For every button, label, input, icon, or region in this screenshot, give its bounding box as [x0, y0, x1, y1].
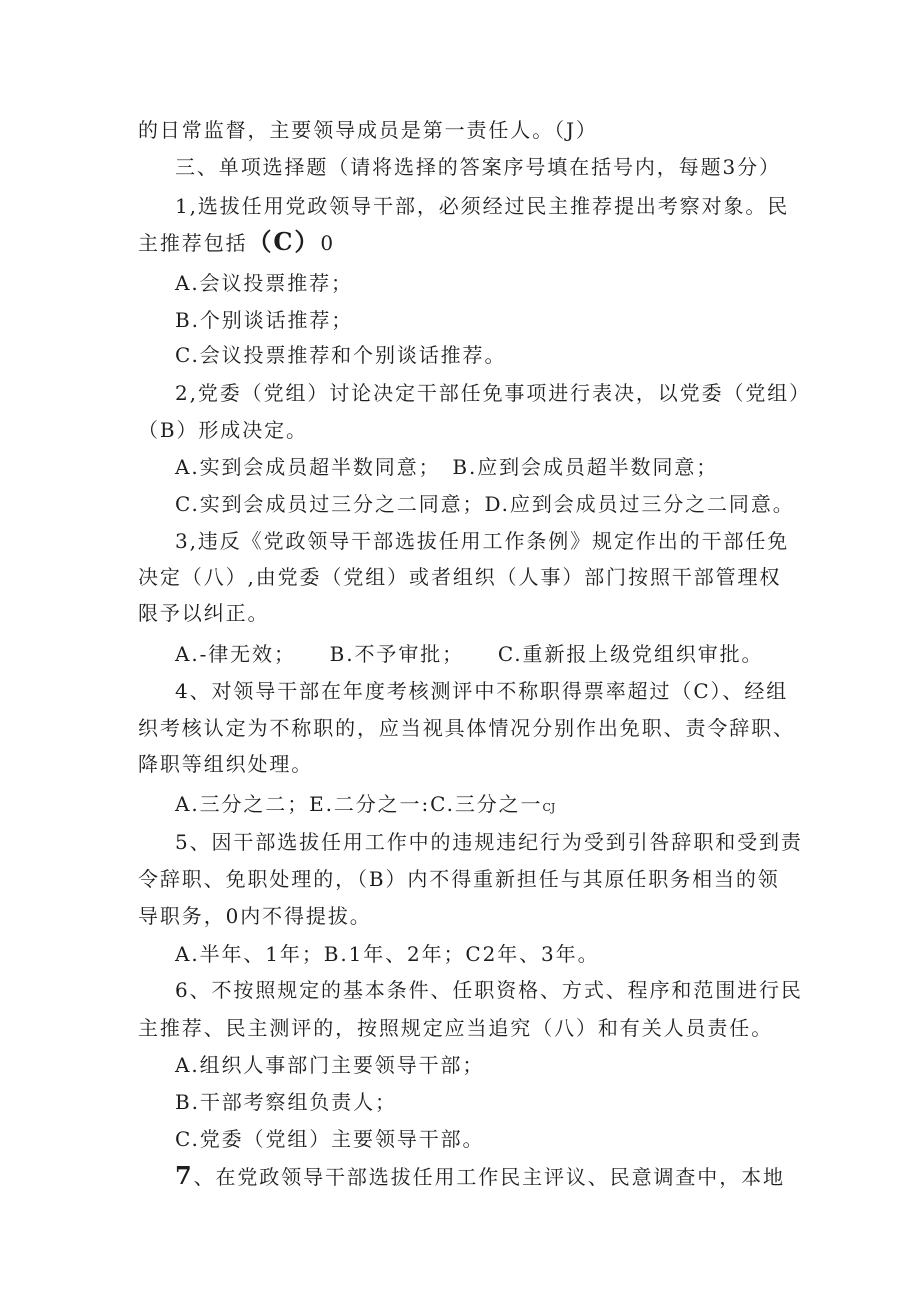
options-line: A.实到会成员超半数同意； B.应到会成员超半数同意；	[175, 455, 719, 479]
text-span: 、在党政领导干部选拔任用工作民主评议、民意调查中，本地	[193, 1165, 785, 1189]
options-line: C.实到会成员过三分之二同意；D.应到会成员过三分之二同意。	[175, 492, 795, 516]
text-span: 0	[320, 231, 335, 255]
question-5: 5、因干部选拔任用工作中的违规违纪行为受到引咎辞职和受到责	[175, 830, 803, 854]
text-span: A.三分之二；E.二分之一:C.三分之一	[175, 792, 543, 816]
options-line: A.-律无效； B.不予审批； C.重新报上级党组织审批。	[175, 642, 764, 666]
text-line: 的日常监督，主要领导成员是第一责任人。（J）	[138, 118, 598, 142]
answer-mark: （C）	[247, 227, 321, 256]
option-a: A.会议投票推荐；	[175, 271, 353, 295]
text-line: 限予以纠正。	[138, 601, 270, 625]
text-line: 令辞职、免职处理的，（B）内不得重新担任与其原任职务相当的领	[138, 867, 780, 891]
text-line: （B）形成决定。	[138, 418, 308, 442]
question-2: 2,党委（党组）讨论决定干部任免事项进行表决，以党委（党组）	[175, 381, 812, 405]
question-1: 1,选拔任用党政领导干部，必须经过民主推荐提出考察对象。民	[175, 194, 790, 218]
question-number: 7	[175, 1161, 194, 1190]
question-3: 3,违反《党政领导干部选拔任用工作条例》规定作出的干部任免	[175, 529, 790, 553]
question-4: 4、对领导干部在年度考核测评中不称职得票率超过（C）、经组	[175, 679, 789, 703]
question-6: 6、不按照规定的基本条件、任职资格、方式、程序和范围进行民	[175, 978, 803, 1002]
section-heading: 三、单项选择题（请将选择的答案序号填在括号内，每题3分）	[175, 155, 781, 179]
option-b: B.个别谈话推荐；	[175, 308, 354, 332]
text-span: 主推荐包括	[138, 231, 248, 255]
options-line: A.半年、1年；B.1年、2年；C2年、3年。	[175, 942, 600, 966]
question-7	[175, 1161, 785, 1190]
option-c: C.党委（党组）主要领导干部。	[175, 1127, 485, 1151]
text-line: 决定（八）,由党委（党组）或者组织（人事）部门按照干部管理权	[138, 565, 782, 589]
scan-artifact: CJ	[542, 801, 556, 814]
text-line: 降职等组织处理。	[138, 752, 314, 776]
text-line: 主推荐、民主测评的，按照规定应当追究（八）和有关人员责任。	[138, 1016, 774, 1040]
option-a: A.组织人事部门主要领导干部；	[175, 1053, 485, 1077]
text-line: 织考核认定为不称职的，应当视具体情况分别作出免职、责令辞职、	[138, 716, 795, 740]
option-c: C.会议投票推荐和个别谈话推荐。	[175, 343, 507, 367]
text-line: 导职务，0内不得提拔。	[138, 904, 372, 928]
option-b: B.干部考察组负责人；	[175, 1090, 397, 1114]
text-line	[138, 227, 335, 256]
options-line	[175, 792, 555, 820]
